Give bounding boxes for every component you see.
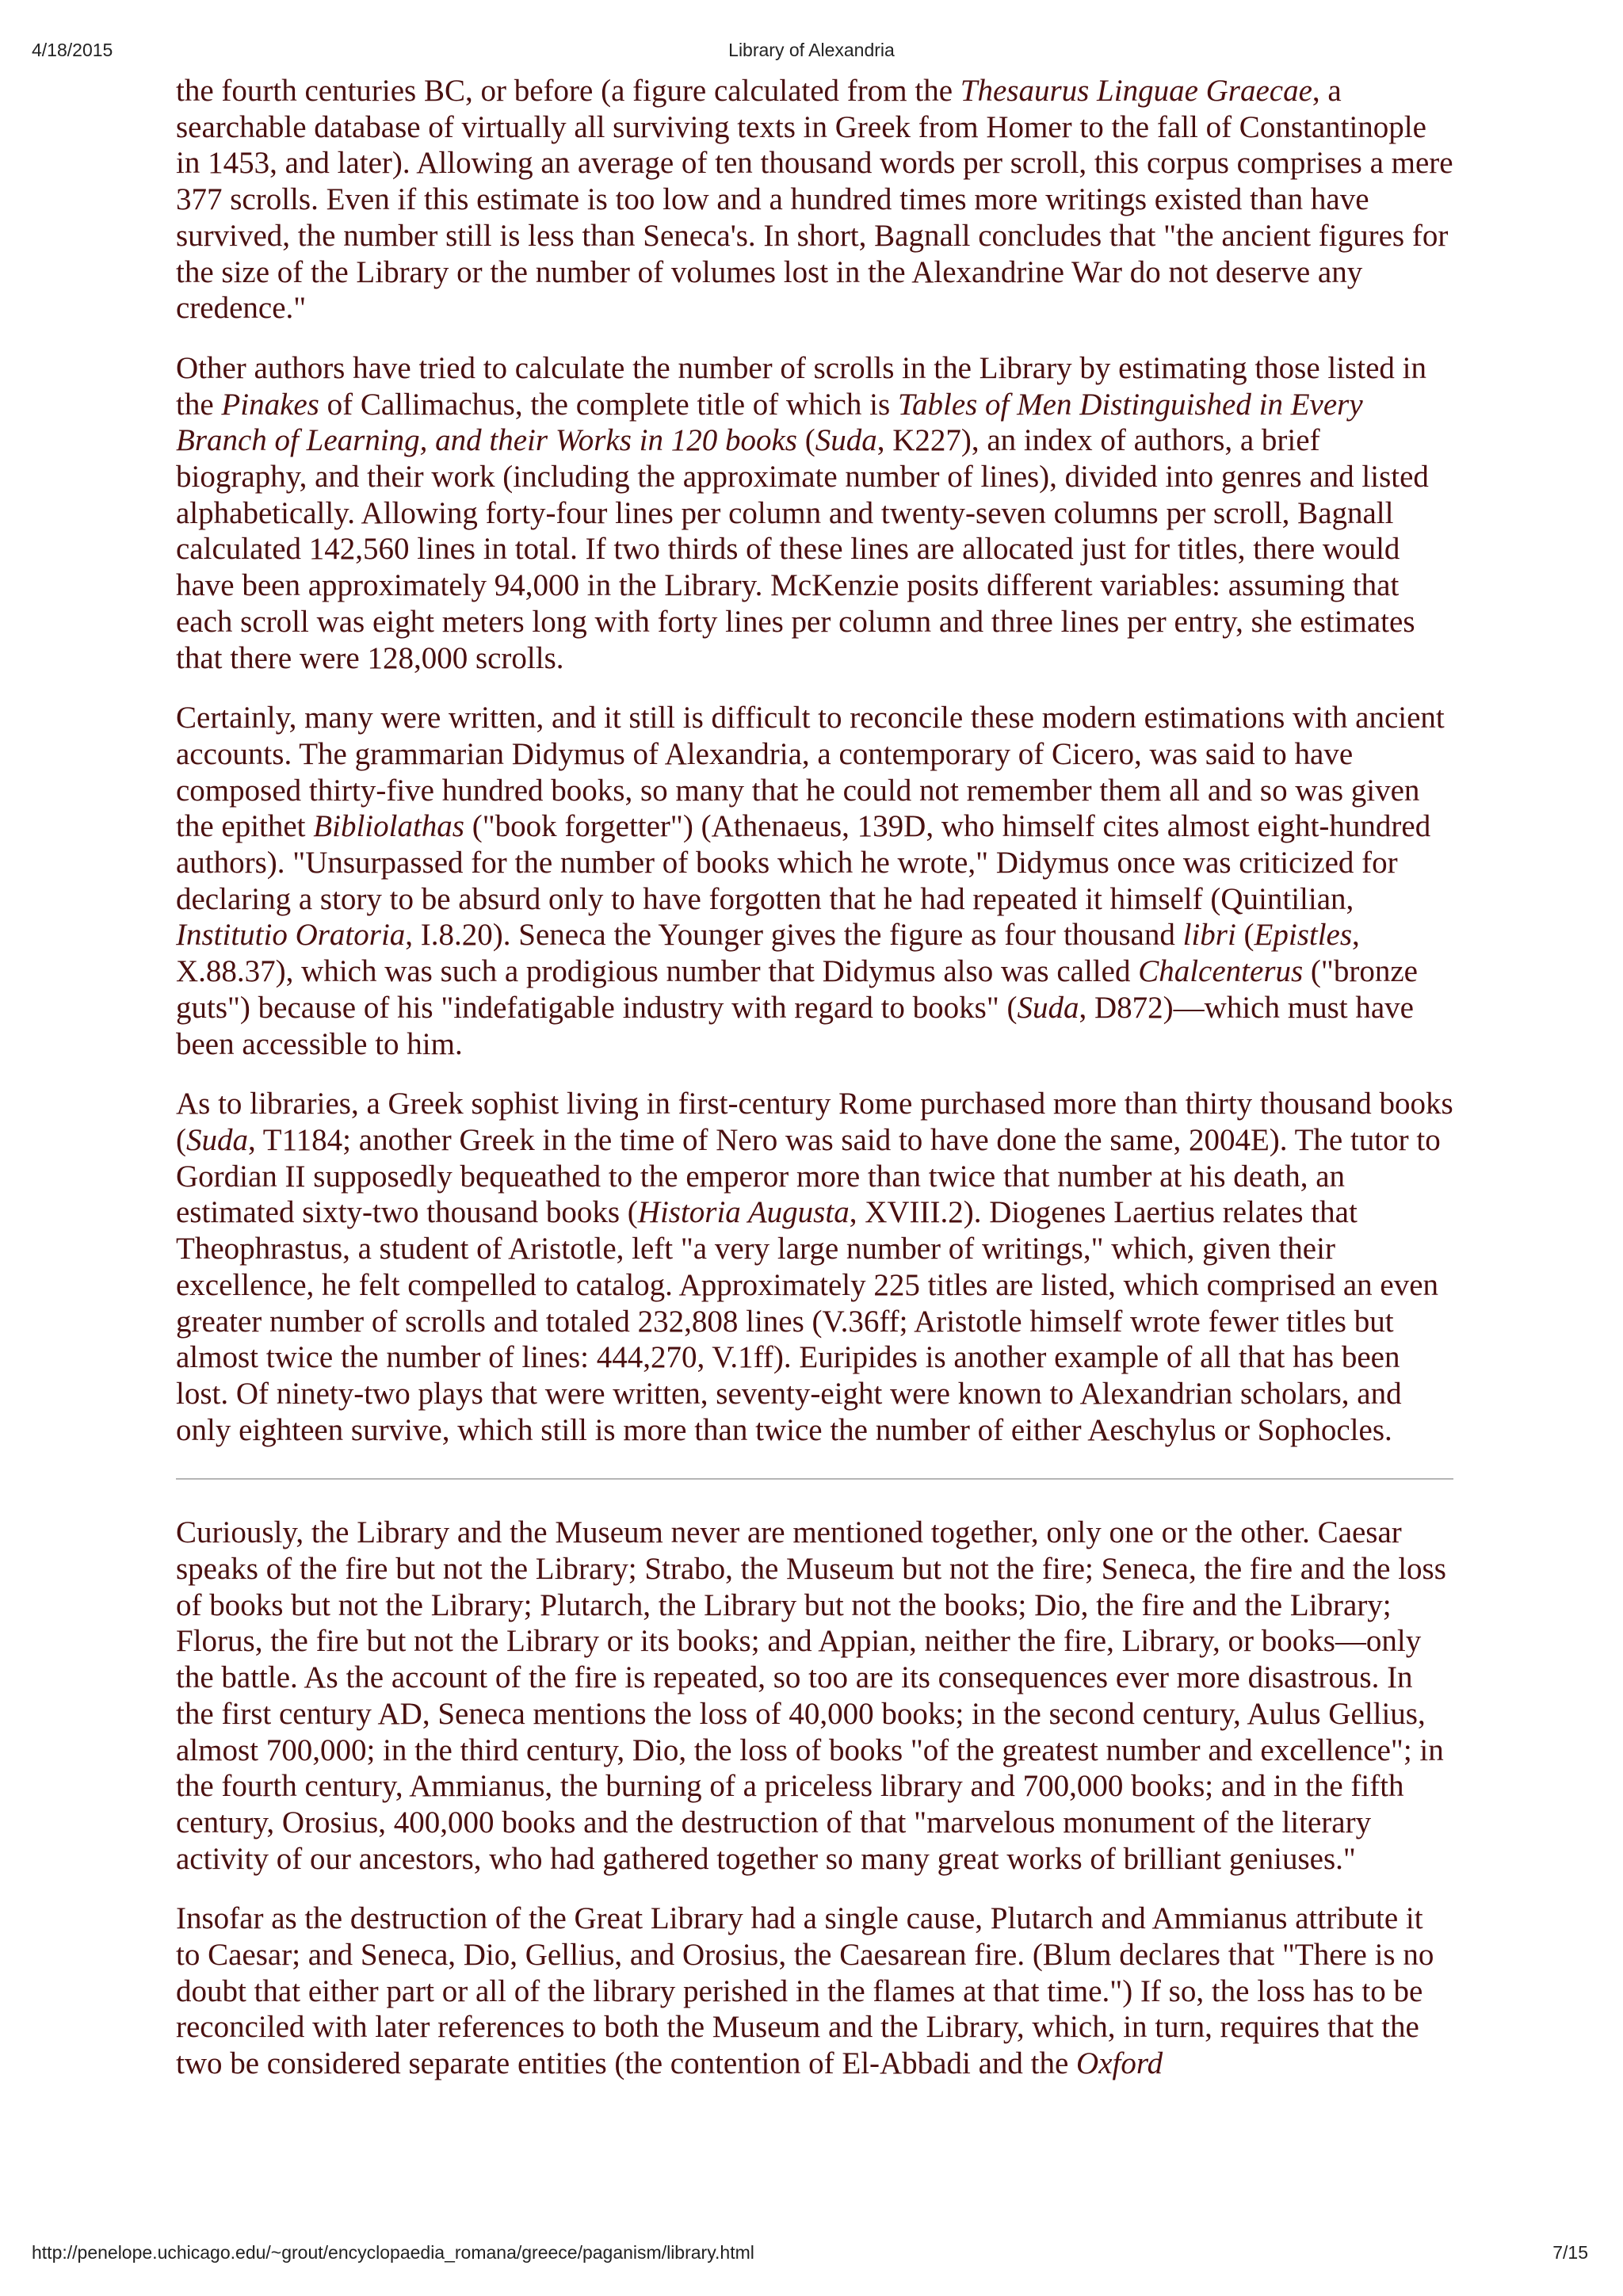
paragraph: Insofar as the destruction of the Great Library had a single cause, Plutarch and Ammianus attribute it to Caesar; and Seneca, Dio, Gellius, and Orosius, the Caesarean fire. (Blum declares that "There is no doubt that either part or all of the library perished in the flames at that time.") If so, the loss has to be reconciled with later references to both the Museum and the Library, which, in turn, requires that the two be considered separate entities (the contention of El-Abbadi and the Oxford xyxy=(176,1901,1434,2081)
citation-title: Bibliolathas xyxy=(313,809,464,844)
citation-title: Institutio Oratoria xyxy=(176,918,406,953)
print-date: 4/18/2015 xyxy=(32,40,113,60)
citation-title: Suda xyxy=(815,423,877,458)
section-divider xyxy=(176,1478,1453,1480)
citation-title: Chalcenterus xyxy=(1138,954,1304,989)
citation-title: Suda xyxy=(186,1122,248,1157)
paragraph: the fourth centuries BC, or before (a figure calculated from the Thesaurus Linguae Graecae, a searchable database of virtually all surviving texts in Greek from Homer to the fall of Constantinople in 1453, and later). Allowing an average of ten thousand words per scroll, this corpus comprises a mere 377 scrolls. Even if this estimate is too low and a hundred times more writings existed than have survived, the number still is less than Seneca's. In short, Bagnall concludes that "the ancient figures for the size of the Library or the number of volumes lost in the Alexandrine War do not deserve any credence." xyxy=(176,74,1453,326)
citation-title: Pinakes xyxy=(221,387,319,422)
citation-title: Oxford xyxy=(1076,2046,1163,2081)
page-number: 7/15 xyxy=(1552,2242,1588,2263)
citation-title: Suda xyxy=(1017,990,1079,1025)
paragraph: Certainly, many were written, and it still is difficult to reconcile these modern estimations with ancient accounts. The grammarian Didymus of Alexandria, a contemporary of Cicero, was said to have composed thirty-five hundred books, so many that he could not remember them all and so was given the epithet Bibliolathas ("book forgetter") (Athenaeus, 139D, who himself cites almost eight-hundred authors). "Unsurpassed for the number of books which he wrote," Didymus once was criticized for declaring a story to be absurd only to have forgotten that he had repeated it himself (Quintilian, Institutio Oratoria, I.8.20). Seneca the Younger gives the figure as four thousand libri (Epistles, X.88.37), which was such a prodigious number that Didymus also was called Chalcenterus ("bronze guts") because of his "indefatigable industry with regard to books" (Suda, D872)—which must have been accessible to him. xyxy=(176,701,1445,1061)
page-url: http://penelope.uchicago.edu/~grout/encyclopaedia_romana/greece/paganism/library.html xyxy=(32,2242,754,2263)
citation-title: Historia Augusta xyxy=(637,1195,850,1230)
citation-title: Tables of Men Distinguished in Every Branch of Learning, and their Works in 120 books xyxy=(176,387,1363,458)
article-body xyxy=(176,73,1453,2082)
page-title: Library of Alexandria xyxy=(728,40,895,60)
paragraph: Curiously, the Library and the Museum never are mentioned together, only one or the other. Caesar speaks of the fire but not the Library; Strabo, the Museum but not the fire; Seneca, the fire and the loss of books but not the Library; Plutarch, the Library but not the books; Dio, the fire and the Library; Florus, the fire but not the Library or its books; and Appian, neither the fire, Library, or books—only the battle. As the account of the fire is repeated, so too are its consequences ever more disastrous. In the first century AD, Seneca mentions the loss of 40,000 books; in the second century, Aulus Gellius, almost 700,000; in the third century, Dio, the loss of books "of the greatest number and excellence"; in the fourth century, Ammianus, the burning of a priceless library and 700,000 books; and in the fifth century, Orosius, 400,000 books and the destruction of that "marvelous monument of the literary activity of our ancestors, who had gathered together so many great works of brilliant geniuses." xyxy=(176,1515,1446,1876)
paragraph: As to libraries, a Greek sophist living in first-century Rome purchased more than thirty thousand books (Suda, T1184; another Greek in the time of Nero was said to have done the same, 2004E). The tutor to Gordian II supposedly bequeathed to the emperor more than twice that number at his death, an estimated sixty-two thousand books (Historia Augusta, XVIII.2). Diogenes Laertius relates that Theophrastus, a student of Aristotle, left "a very large number of writings," which, given their excellence, he felt compelled to catalog. Approximately 225 titles are listed, which comprised an even greater number of scrolls and totaled 232,808 lines (V.36ff; Aristotle himself wrote fewer titles but almost twice the number of lines: 444,270, V.1ff). Euripides is another example of all that has been lost. Of ninety-two plays that were written, seventy-eight were known to Alexandrian scholars, and only eighteen survive, which still is more than twice the number of either Aeschylus or Sophocles. xyxy=(176,1087,1453,1447)
print-footer xyxy=(32,2242,1591,2271)
citation-title: Epistles xyxy=(1254,918,1353,953)
citation-title: libri xyxy=(1182,918,1236,953)
print-header xyxy=(32,40,1591,68)
citation-title: Thesaurus Linguae Graecae xyxy=(960,74,1312,108)
paragraph: Other authors have tried to calculate the number of scrolls in the Library by estimating those listed in the Pinakes of Callimachus, the complete title of which is Tables of Men Distinguished in Every Branch of Learning, and their Works in 120 books (Suda, K227), an index of authors, a brief biography, and their work (including the approximate number of lines), divided into genres and listed alphabetically. Allowing forty-four lines per column and twenty-seven columns per scroll, Bagnall calculated 142,560 lines in total. If two thirds of these lines are allocated just for titles, there would have been approximately 94,000 in the Library. McKenzie posits different variables: assuming that each scroll was eight meters long with forty lines per column and three lines per entry, she estimates that there were 128,000 scrolls. xyxy=(176,350,1429,675)
